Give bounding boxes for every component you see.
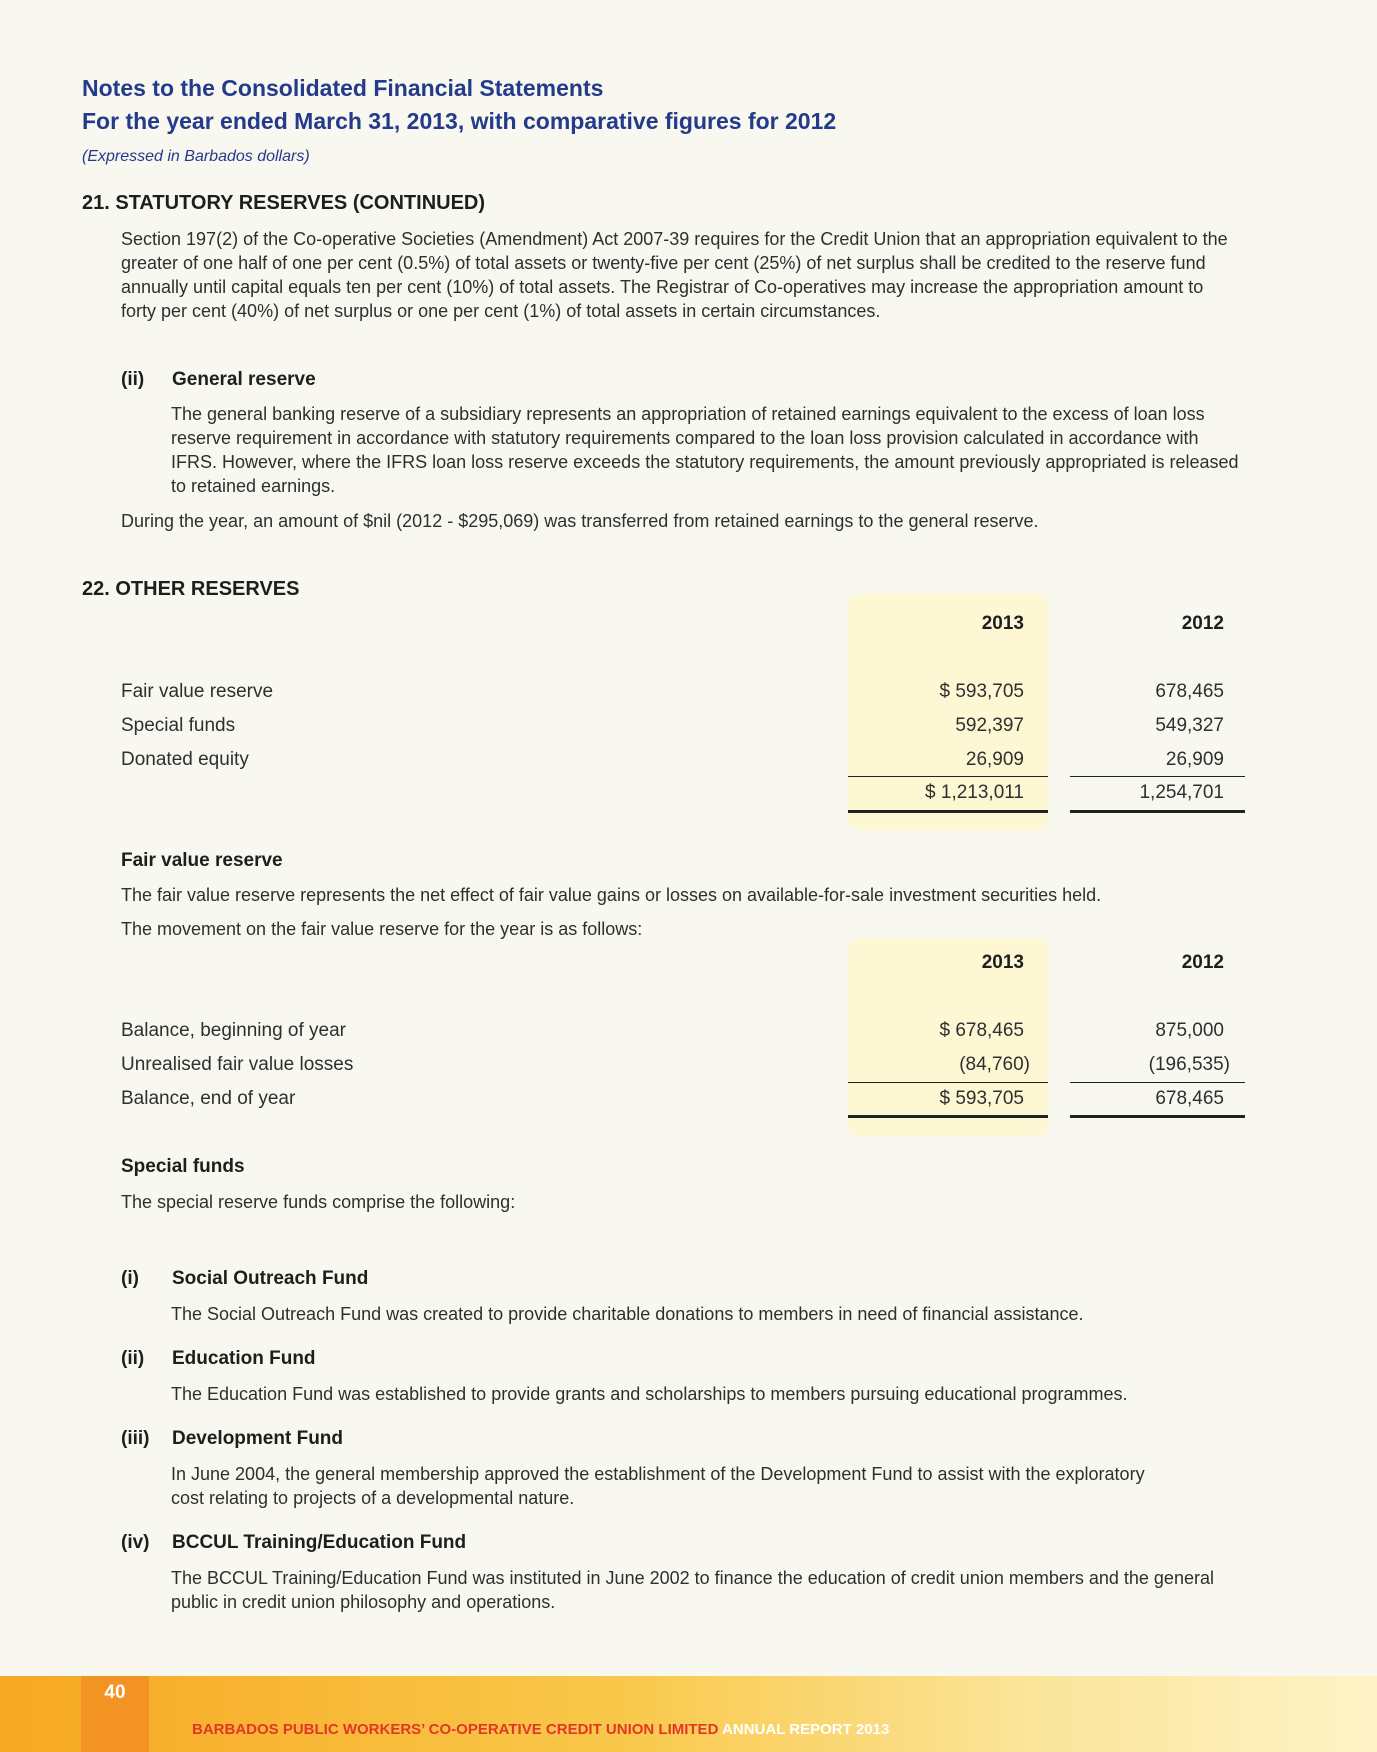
total-double-rule-2012 — [1070, 810, 1245, 813]
development-fund-text: In June 2004, the general membership approved the establishment of the Development Fund to assist with the exploratory cost relating to projects of a developmental nature. — [171, 1464, 1145, 1508]
cell-2012-special-funds: 549,327 — [1155, 715, 1224, 736]
general-reserve-paragraph: The general banking reserve of a subsidiary represents an appropriation of retained earnings equivalent to the excess of loan loss reserve requirement in accordance with statutory requirements compared to the loan loss provision calculated in accordance with IFRS. However, where the IFRS loan loss reserve exceeds the statutory requirements, the amount previously appropriated is released to retained earnings. — [171, 404, 1239, 496]
education-fund-text: The Education Fund was established to provide grants and scholarships to members pursuing educational programmes. — [171, 1384, 1128, 1404]
section-21-heading: 21. STATUTORY RESERVES (CONTINUED) — [82, 192, 486, 214]
movement-subtotal-rule-2013 — [848, 1082, 1048, 1083]
column-header-2012: 2012 — [1181, 613, 1224, 634]
fair-value-description: The fair value reserve represents the net effect of fair value gains or losses on available-for-sale investment securities held. — [121, 885, 1102, 905]
subtotal-rule-2013 — [848, 776, 1048, 777]
cell-2012-unrealised-losses: (196,535) — [1148, 1054, 1230, 1075]
footer-band — [0, 1676, 1377, 1752]
row-label-balance-beginning: Balance, beginning of year — [121, 1020, 346, 1041]
page-title: Notes to the Consolidated Financial Statements — [82, 75, 604, 101]
movement-column-header-2013: 2013 — [981, 952, 1024, 973]
cell-2012-balance-end: 678,465 — [1155, 1088, 1224, 1109]
movement-column-header-2012: 2012 — [1181, 952, 1224, 973]
currency-note: (Expressed in Barbados dollars) — [82, 148, 310, 165]
fund-number: (iv) — [121, 1532, 150, 1553]
general-reserve-number: (ii) — [121, 369, 145, 390]
total-double-rule-2013 — [848, 810, 1048, 813]
bccul-fund-heading: BCCUL Training/Education Fund — [172, 1532, 467, 1553]
row-label-special-funds: Special funds — [121, 715, 236, 736]
social-outreach-fund-text: The Social Outreach Fund was created to provide charitable donations to members in need of financial assistance. — [171, 1304, 1084, 1324]
fund-number: (i) — [121, 1268, 139, 1289]
cell-2012-fair-value-reserve: 678,465 — [1155, 681, 1224, 702]
fund-number: (iii) — [121, 1428, 150, 1449]
fair-value-reserve-heading: Fair value reserve — [121, 850, 283, 871]
bccul-fund-text: The BCCUL Training/Education Fund was instituted in June 2002 to finance the education of credit union members and the general public in credit union philosophy and operations. — [171, 1568, 1214, 1612]
general-reserve-heading: General reserve — [172, 369, 316, 390]
row-label-balance-end: Balance, end of year — [121, 1088, 296, 1109]
cell-2013-unrealised-losses: (84,760) — [959, 1054, 1030, 1075]
section-22-heading: 22. OTHER RESERVES — [82, 578, 300, 600]
movement-subtotal-rule-2012 — [1070, 1082, 1245, 1083]
movement-total-double-rule-2012 — [1070, 1115, 1245, 1118]
social-outreach-fund-heading: Social Outreach Fund — [172, 1268, 369, 1289]
cell-2013-balance-beginning: $ 678,465 — [939, 1020, 1024, 1041]
cell-2013-special-funds: 592,397 — [955, 715, 1024, 736]
cell-2013-balance-end: $ 593,705 — [939, 1088, 1024, 1109]
fund-number: (ii) — [121, 1348, 145, 1369]
footer-org-name: BARBADOS PUBLIC WORKERS’ CO-OPERATIVE CREDIT UNION LIMITED — [192, 1721, 719, 1738]
page-subtitle-period: For the year ended March 31, 2013, with comparative figures for 2012 — [82, 108, 837, 134]
page-number: 40 — [104, 1682, 126, 1703]
cell-2013-fair-value-reserve: $ 593,705 — [939, 681, 1024, 702]
row-label-donated-equity: Donated equity — [121, 749, 249, 770]
special-funds-heading: Special funds — [121, 1156, 245, 1177]
development-fund-heading: Development Fund — [172, 1428, 344, 1449]
transfer-note: During the year, an amount of $nil (2012 - $295,069) was transferred from retained earnings to the general reserve. — [121, 511, 1039, 531]
special-funds-intro: The special reserve funds comprise the following: — [121, 1192, 516, 1212]
footer-report-name: ANNUAL REPORT 2013 — [722, 1721, 890, 1738]
fair-value-movement-intro: The movement on the fair value reserve for the year is as follows: — [121, 919, 643, 939]
total-2012: 1,254,701 — [1139, 782, 1224, 803]
column-header-2013: 2013 — [981, 613, 1024, 634]
row-label-fair-value-reserve: Fair value reserve — [121, 681, 274, 702]
section-21-paragraph: Section 197(2) of the Co-operative Societies (Amendment) Act 2007-39 requires for the Credit Union that an appropriation equivalent to the greater of one half of one per cent (0.5%) of total assets or twenty-five per cent (25%) of net surplus shall be credited to the reserve fund annually until capital equals ten per cent (10%) of total assets. The Registrar of Co-operatives may increase the appropriation amount to forty per cent (40%) of net surplus or one per cent (1%) of total assets in certain circumstances. — [121, 229, 1228, 321]
row-label-unrealised-losses: Unrealised fair value losses — [121, 1054, 354, 1075]
subtotal-rule-2012 — [1070, 776, 1245, 777]
cell-2013-donated-equity: 26,909 — [965, 749, 1024, 770]
total-2013: $ 1,213,011 — [925, 782, 1024, 803]
movement-total-double-rule-2013 — [848, 1115, 1048, 1118]
cell-2012-balance-beginning: 875,000 — [1155, 1020, 1224, 1041]
education-fund-heading: Education Fund — [172, 1348, 316, 1369]
footer-title — [192, 1721, 889, 1738]
cell-2012-donated-equity: 26,909 — [1165, 749, 1224, 770]
